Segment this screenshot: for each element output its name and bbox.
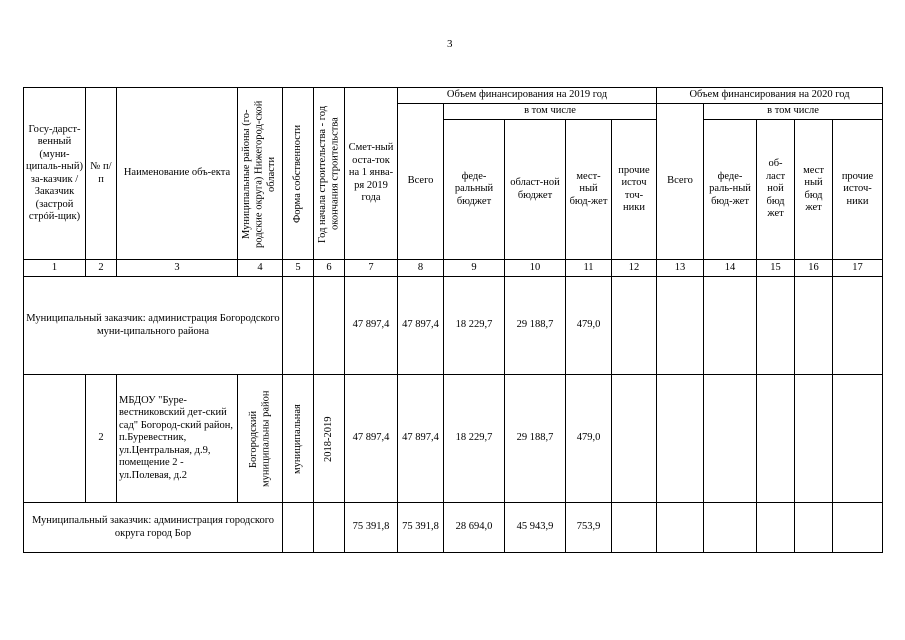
header-object-name: Наименование объ-екта bbox=[117, 88, 238, 260]
header-fin-2019: Объем финансирования на 2019 год bbox=[398, 88, 657, 104]
federal-cell: 18 229,7 bbox=[444, 375, 505, 503]
local-cell: 479,0 bbox=[566, 375, 612, 503]
total-cell: 75 391,8 bbox=[398, 503, 444, 553]
object-ownership-text: муниципальная bbox=[291, 403, 303, 474]
header-federal-2019: феде-ральный бюджет bbox=[444, 120, 505, 260]
table-row bbox=[24, 375, 883, 503]
object-years-text: 2018-2019 bbox=[322, 415, 334, 462]
header-local-2019: мест-ный бюд-жет bbox=[566, 120, 612, 260]
object-district-text: Богородский муниципальны район bbox=[247, 390, 271, 487]
header-fin-2020: Объем финансирования на 2020 год bbox=[657, 88, 883, 104]
col-num: 12 bbox=[612, 260, 657, 277]
col-num: 10 bbox=[505, 260, 566, 277]
col-num: 4 bbox=[238, 260, 283, 277]
table-row bbox=[24, 277, 883, 375]
balance-cell: 47 897,4 bbox=[345, 277, 398, 375]
header-local-2020: мест ный бюд жет bbox=[795, 120, 833, 260]
header-district bbox=[238, 88, 283, 260]
col-num: 6 bbox=[314, 260, 345, 277]
col-num: 1 bbox=[24, 260, 86, 277]
header-total-2020: Всего bbox=[657, 104, 704, 260]
balance-cell: 47 897,4 bbox=[345, 375, 398, 503]
header-years-text: Год начала строительства - год окончания строительства bbox=[316, 104, 340, 243]
header-incl-2019: в том числе bbox=[444, 104, 657, 120]
col-num: 11 bbox=[566, 260, 612, 277]
header-regional-2020: об-ласт ной бюд жет bbox=[757, 120, 795, 260]
header-district-text: Муниципальные районы (го-родские округа) Нижегород-ской области bbox=[241, 99, 278, 248]
balance-cell: 75 391,8 bbox=[345, 503, 398, 553]
header-customer: Госу-дарст-венный (муни-ципаль-ный) за-казчик / Заказчик (застрой стрóй-щик) bbox=[24, 88, 86, 260]
col-num: 15 bbox=[757, 260, 795, 277]
col-num: 5 bbox=[283, 260, 314, 277]
table-row bbox=[24, 503, 883, 553]
col-num: 13 bbox=[657, 260, 704, 277]
object-num: 2 bbox=[86, 375, 117, 503]
object-district bbox=[238, 375, 283, 503]
total-cell: 47 897,4 bbox=[398, 277, 444, 375]
header-other-2020: прочие источ-ники bbox=[833, 120, 883, 260]
regional-cell: 29 188,7 bbox=[505, 277, 566, 375]
page-number: 3 bbox=[447, 38, 453, 50]
regional-cell: 29 188,7 bbox=[505, 375, 566, 503]
col-num: 16 bbox=[795, 260, 833, 277]
local-cell: 479,0 bbox=[566, 277, 612, 375]
header-other-2019: прочие источ точ-ники bbox=[612, 120, 657, 260]
col-num: 14 bbox=[704, 260, 757, 277]
col-num: 9 bbox=[444, 260, 505, 277]
header-federal-2020: феде-раль-ный бюд-жет bbox=[704, 120, 757, 260]
federal-cell: 28 694,0 bbox=[444, 503, 505, 553]
col-num: 3 bbox=[117, 260, 238, 277]
federal-cell: 18 229,7 bbox=[444, 277, 505, 375]
customer-label: Муниципальный заказчик: администрация Богородского муни-ципального района bbox=[24, 277, 283, 375]
header-years bbox=[314, 88, 345, 260]
header-balance: Смет-ный оста-ток на 1 янва-ря 2019 года bbox=[345, 88, 398, 260]
financing-table bbox=[23, 87, 883, 553]
col-num: 7 bbox=[345, 260, 398, 277]
column-numbers-row bbox=[24, 260, 883, 277]
col-num: 17 bbox=[833, 260, 883, 277]
total-cell: 47 897,4 bbox=[398, 375, 444, 503]
header-regional-2019: област-ной бюджет bbox=[505, 120, 566, 260]
object-ownership bbox=[283, 375, 314, 503]
header-num: № п/п bbox=[86, 88, 117, 260]
header-incl-2020: в том числе bbox=[704, 104, 883, 120]
col-num: 2 bbox=[86, 260, 117, 277]
regional-cell: 45 943,9 bbox=[505, 503, 566, 553]
col-num: 8 bbox=[398, 260, 444, 277]
customer-label: Муниципальный заказчик: администрация городского округа город Бор bbox=[24, 503, 283, 553]
local-cell: 753,9 bbox=[566, 503, 612, 553]
header-ownership bbox=[283, 88, 314, 260]
object-name: МБДОУ "Буре-вестниковский дет-ский сад" Богород-ский район, п.Буревестник, ул.Центральная, д.9, помещение 2 - ул.Полевая, д.2 bbox=[117, 375, 238, 503]
header-ownership-text: Форма собственности bbox=[291, 124, 303, 223]
object-years bbox=[314, 375, 345, 503]
header-total-2019: Всего bbox=[398, 104, 444, 260]
